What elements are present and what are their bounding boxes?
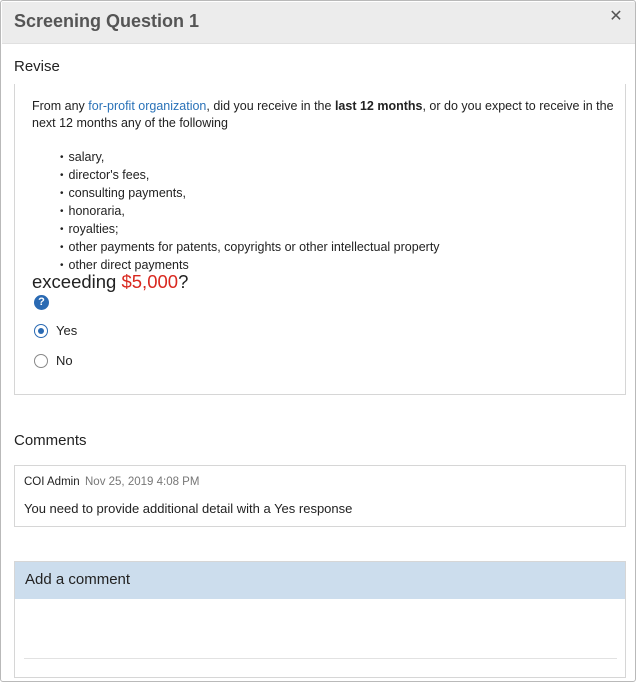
for-profit-organization-link[interactable]: for-profit organization bbox=[88, 99, 207, 113]
dialog-title: Screening Question 1 bbox=[14, 11, 200, 31]
comments-label: Comments bbox=[14, 432, 87, 449]
exceeding-amount-text bbox=[32, 271, 188, 293]
exceeding-amount: $5,000 bbox=[121, 271, 179, 292]
question-box bbox=[14, 84, 626, 395]
list-item: • other payments for patents, copyrights or other intellectual property bbox=[60, 239, 440, 257]
dialog-header bbox=[2, 2, 635, 44]
comment-item bbox=[14, 465, 626, 527]
list-item: • royalties; bbox=[60, 221, 440, 239]
question-bold-text: last 12 months bbox=[334, 99, 423, 113]
question-text-part: , did you receive in the bbox=[206, 99, 335, 113]
add-comment-header bbox=[15, 562, 625, 599]
exceeding-suffix: ? bbox=[178, 271, 189, 292]
payment-types-list bbox=[60, 149, 440, 275]
comment-author: COI Admin bbox=[24, 476, 80, 488]
list-item: • director's fees, bbox=[60, 167, 440, 185]
question-text-part: , or do you expect to receive in the next 12 months any of the following bbox=[32, 99, 614, 130]
comment-date: Nov 25, 2019 4:08 PM bbox=[85, 476, 200, 488]
question-text bbox=[32, 98, 622, 132]
revise-label: Revise bbox=[14, 58, 60, 75]
list-item: • consulting payments, bbox=[60, 185, 440, 203]
close-icon[interactable]: ✕ bbox=[609, 8, 623, 25]
list-item: • salary, bbox=[60, 149, 440, 167]
exceeding-prefix: exceeding bbox=[32, 271, 122, 292]
list-item: • honoraria, bbox=[60, 203, 440, 221]
help-question-icon[interactable]: ? bbox=[34, 295, 49, 310]
list-item: • other direct payments bbox=[60, 257, 440, 275]
add-comment-textarea[interactable] bbox=[24, 599, 617, 659]
add-comment-panel bbox=[14, 561, 626, 678]
add-comment-title: Add a comment bbox=[25, 571, 131, 588]
radio-yes[interactable] bbox=[34, 324, 48, 338]
option-no-label[interactable]: No bbox=[56, 353, 73, 368]
radio-no[interactable] bbox=[34, 354, 48, 368]
question-text-part: From any bbox=[32, 99, 89, 113]
option-yes-label[interactable]: Yes bbox=[56, 323, 78, 338]
comment-body: You need to provide additional detail with a Yes response bbox=[24, 501, 353, 516]
